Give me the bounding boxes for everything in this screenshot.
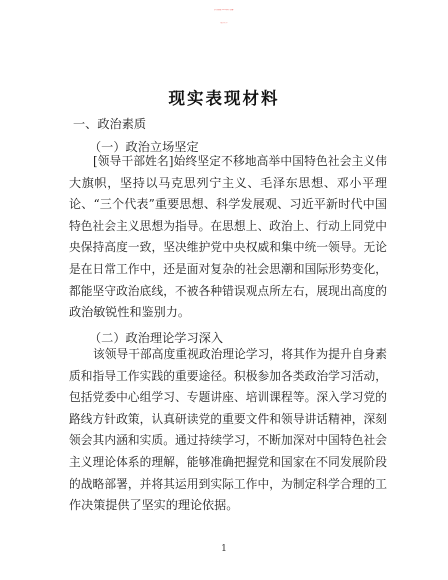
paragraph-line: 都能坚守政治底线，不被各种错误观点所左右，展现出高度的 [69, 283, 387, 298]
subsection-heading-theory-study: （二）政治理论学习深入 [89, 331, 224, 345]
paragraph-line: 是在日常工作中，还是面对复杂的社会思潮和国际形势变化， [69, 261, 387, 276]
paragraph-line: 质和指导工作实践的重要途径。积极参加各类政治学习活动， [69, 368, 387, 383]
paragraph-theory-study [69, 344, 387, 517]
paragraph-line: [领导干部姓名]始终坚定不移地高举中国特色社会主义伟 [93, 154, 387, 168]
paragraph-line: 包括党委中心组学习、专题讲座、培训课程等。深入学习党的 [69, 390, 387, 405]
paragraph-line: 领会其内涵和实质。通过持续学习，不断加深对中国特色社会 [69, 433, 387, 448]
paragraph-line: 作决策提供了坚实的理论依据。 [69, 498, 239, 513]
paragraph-line: 论、“三个代表”重要思想、科学发展观、习近平新时代中国 [69, 197, 387, 212]
paragraph-line: 主义理论体系的理解，能够准确把握党和国家在不同发展阶段 [69, 454, 387, 469]
paragraph-line: 特色社会主义思想为指导。在思想上、政治上、行动上同党中 [69, 218, 387, 233]
paragraph-line: 大旗帜，坚持以马克思列宁主义、毛泽东思想、邓小平理 [69, 175, 387, 190]
paragraph-line: 路线方针政策，认真研读党的重要文件和领导讲话精神，深刻 [69, 411, 387, 426]
paragraph-political-stance [69, 151, 387, 324]
promo-banner-line-2 [0, 18, 448, 29]
page-number: 1 [221, 544, 227, 554]
document-title: 现实表现材料 [168, 89, 280, 108]
subsection-heading-political-stance: （一）政治立场坚定 [89, 140, 199, 154]
paragraph-line: 该领导干部高度重视政治理论学习，将其作为提升自身素 [93, 347, 387, 361]
paragraph-line: 央保持高度一致，坚决维护党中央权威和集中统一领导。无论 [69, 240, 387, 255]
paragraph-line: 政治敏锐性和鉴别力。 [69, 305, 190, 320]
promo-banner-line-1 [0, 5, 448, 16]
section-heading-political-quality: 一、政治素质 [73, 117, 147, 131]
paragraph-line: 的战略部署，并将其运用到实际工作中，为制定科学合理的工 [69, 476, 387, 491]
